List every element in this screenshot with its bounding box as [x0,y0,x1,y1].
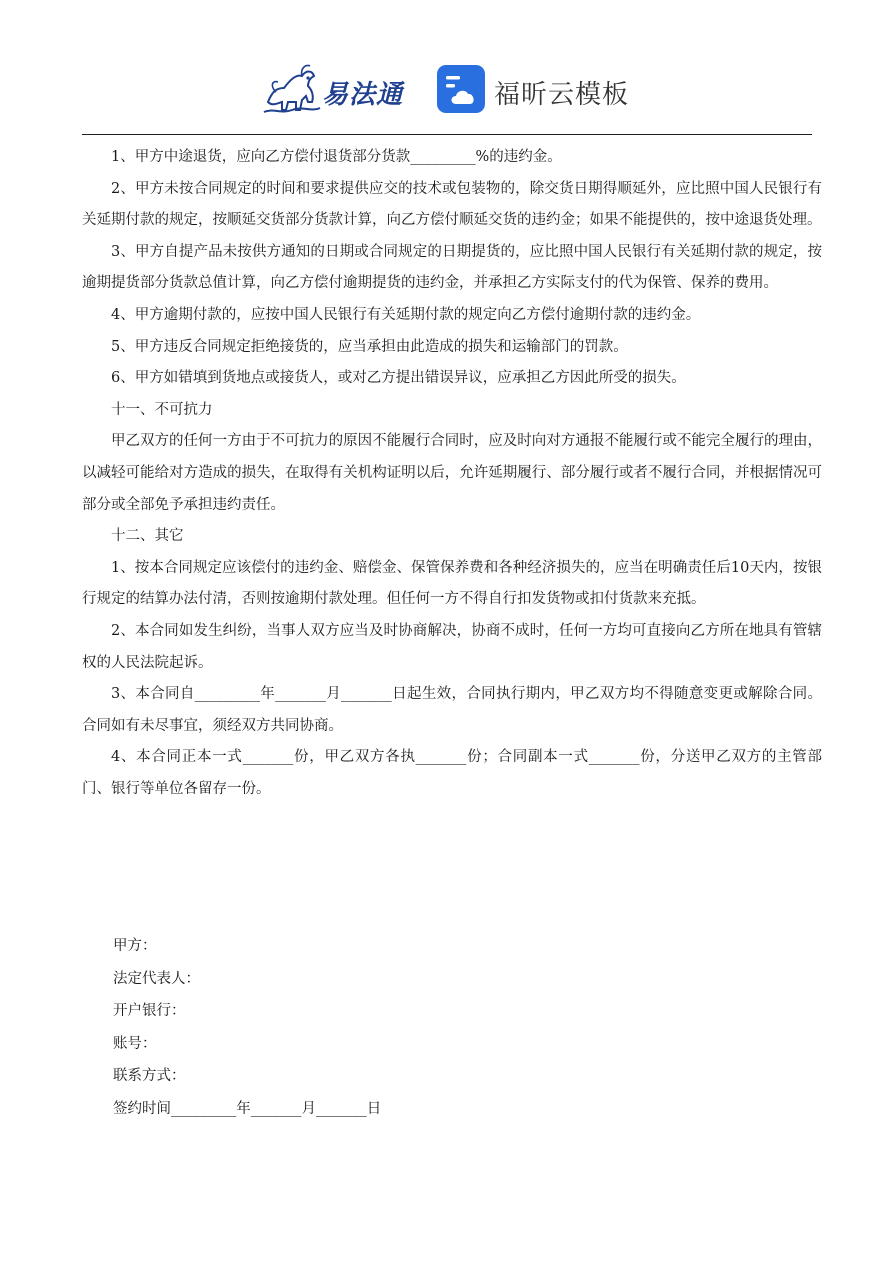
section-heading: 十一、不可抗力 [111,401,213,418]
document-cloud-icon [436,64,486,114]
clause-paragraph: 甲乙双方的任何一方由于不可抗力的原因不能履行合同时，应及时向对方通报不能履行或不能完全履行的理由，以减轻可能给对方造成的损失，在取得有关机构证明以后，允许延期履行、部分履行或者不履行合同，并根据情况可部分或全部免予承担违约责任。 [82,433,822,513]
contact-label: 联系方式： [113,1068,186,1084]
clause-paragraph: 2、本合同如发生纠纷，当事人双方应当及时协商解决，协商不成时，任何一方均可直接向乙方所在地具有管辖权的人民法院起诉。 [82,622,822,671]
clause-paragraph: 1、甲方中途退货，应向乙方偿付退货部分货款_________%的违约金。 [111,149,562,165]
clause-paragraph: 4、本合同正本一式_______份，甲乙双方各执_______份；合同副本一式_______份，分送甲乙双方的主管部门、银行等单位各留存一份。 [82,749,822,797]
clause-paragraph: 1、按本合同规定应该偿付的违约金、赔偿金、保管保养费和各种经济损失的，应当在明确责任后10天内，按银行规定的结算办法付清，否则按逾期付款处理。但任何一方不得自行扣发货物或扣付货款来充抵。 [82,559,822,608]
account-label: 账号： [113,1035,157,1052]
clause-paragraph: 2、甲方未按合同规定的时间和要求提供应交的技术或包装物的，除交货日期得顺延外，应比照中国人民银行有关延期付款的规定，按顺延交货部分货款计算，向乙方偿付顺延交货的违约金；如果不能提供的，按中途退货处理。 [82,180,822,229]
clause-paragraph: 6、甲方如错填到货地点或接货人，或对乙方提出错误异议，应承担乙方因此所受的损失。 [111,370,686,387]
clause-paragraph: 4、甲方逾期付款的，应按中国人民银行有关延期付款的规定向乙方偿付逾期付款的违约金。 [111,306,701,323]
page-header [0,60,893,124]
contract-body [82,142,822,805]
section-heading: 十二、其它 [111,528,184,545]
bank-label: 开户银行： [113,1003,186,1019]
clause-paragraph: 3、本合同自_________年_______月_______日起生效，合同执行期内，甲乙双方均不得随意变更或解除合同。合同如有未尽事宜，须经双方共同协商。 [82,686,822,734]
fuxin-logo-text: 福昕云模板 [494,80,630,110]
clause-paragraph: 3、甲方自提产品未按供方通知的日期或合同规定的日期提货的，应比照中国人民银行有关延期付款的规定，按逾期提货部分货款总值计算，向乙方偿付逾期提货的违约金，并承担乙方实际支付的代为保管、保养的费用。 [82,243,822,292]
fuxin-template-logo [436,64,636,118]
signing-date-label: 签约时间_________年_______月_______日 [113,1100,382,1117]
signature-block [113,930,381,1125]
yifatong-logo-text: 易法通 [322,80,404,110]
qilin-emblem-icon [262,62,322,116]
party-a-label: 甲方： [113,938,157,954]
clause-paragraph: 5、甲方违反合同规定拒绝接货的，应当承担由此造成的损失和运输部门的罚款。 [111,338,628,355]
legal-representative-label: 法定代表人： [113,970,200,987]
header-divider [82,134,812,135]
yifatong-logo [262,62,414,116]
